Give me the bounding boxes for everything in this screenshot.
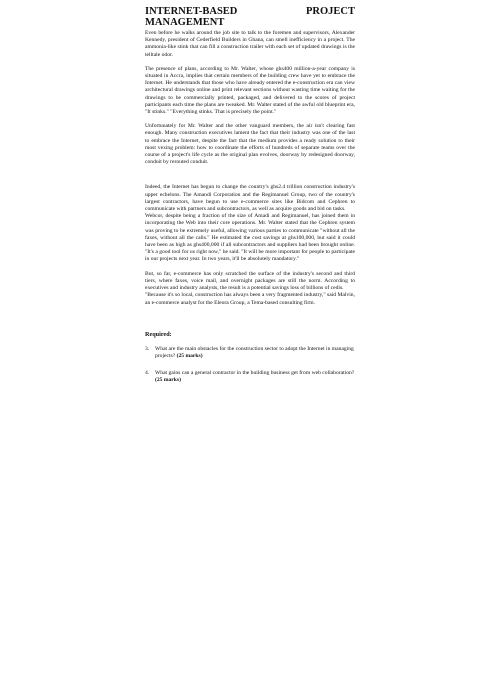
paragraph-3: Unfortunately for Mr. Walter and the other vanguard members, the air isn't clearing fast enough. Many construction executives lament the fact that their industry was one of the last to embrace the Internet, despite the fact that the medium provides a ready solution to their most vexing problem: how to coordinate the efforts of hundreds of separate teams over the course of a project's life cycle as the original plan evolves, doorway by redesigned doorway, conduit by rerouted conduit. xyxy=(145,123,355,166)
question-4 xyxy=(145,370,355,384)
document-page xyxy=(145,6,355,395)
question-marks: (25 marks) xyxy=(176,352,203,359)
paragraph-7: "Because it's so local, construction has always been a very fragmented industry," said Malvin, an e-commerce analyst for the Eleora Group, a Tema-based consulting firm. xyxy=(145,292,355,306)
question-3 xyxy=(145,346,355,360)
question-body: What gains can a general contractor in the building business get from web collaboration? xyxy=(155,370,355,377)
question-marks: (25 marks) xyxy=(155,377,181,384)
paragraph-4: Indeed, the Internet has begun to change the country's ghs2.4 trillion construction industry's upper echelons. The Amandi Corporation and the Regimanuel Group, two of the country's largest contractors, have begun to use e-commerce sites like Bidcom and Cephren to communicate with partners and subcontractors, as well as acquire goods and bid on tasks. xyxy=(145,184,355,213)
question-number: 3. xyxy=(145,345,150,352)
question-body: What are the main obstacles for the construction sector to adopt the Internet in managing projects? xyxy=(155,345,354,359)
paragraph-2: The presence of plans, according to Mr. Walter, whose ghs400 million-a-year company is situated in Accra, implies that certain members of the building crew have yet to embrace the Internet. He understands that those who have already entered the e-construction era can view architectural drawings online and print relevant sections without wasting time waiting for the drawings to be commercially printed, packaged, and delivered to the scores of project participants each time the plans are tweaked. Mr. Walter stated of the awful old blueprint era, "It stinks." "Everything stinks. That is precisely the point." xyxy=(145,65,355,116)
document-title xyxy=(145,6,355,28)
title-right: PROJECT xyxy=(305,6,355,17)
paragraph-1: Even before he walks around the job site to talk to the foremen and supervisors, Alexander Kennedy, president of Cederfield Builders in Ghana, can smell inefficiency in a project. The ammonia-like stink that can fill a construction trailer with each set of updated drawings is the telltale odor. xyxy=(145,30,355,58)
question-number: 4. xyxy=(145,370,150,377)
paragraph-5: Webcor, despite being a fraction of the size of Amadi and Regimanuel, has joined them in incorporating the Web into their core operations. Mr. Walter stated that the Cephren system was proving to be extremely useful, allowing various parties to communicate "without all the faxes, without all the calls." He estimated the cost savings at ghs100,000, but said it could have been as high as ghs400,000 if all subcontractors and suppliers had been brought online. "It's a good tool for us right now," he said. "It will be more important for people to participate in our projects next year. In two years, it'll be absolutely mandatory." xyxy=(145,213,355,263)
required-label: Required: xyxy=(145,330,172,338)
paragraph-6: But, so far, e-commerce has only scratched the surface of the industry's second and third tiers, where faxes, voice mail, and overnight packages are still the norm. According to executives and industry analysts, the result is a potential savings loss of billions of cedis. xyxy=(145,270,355,292)
title-left: INTERNET-BASED MANAGEMENT xyxy=(145,6,238,28)
question-text xyxy=(155,346,355,360)
question-text xyxy=(155,370,355,384)
